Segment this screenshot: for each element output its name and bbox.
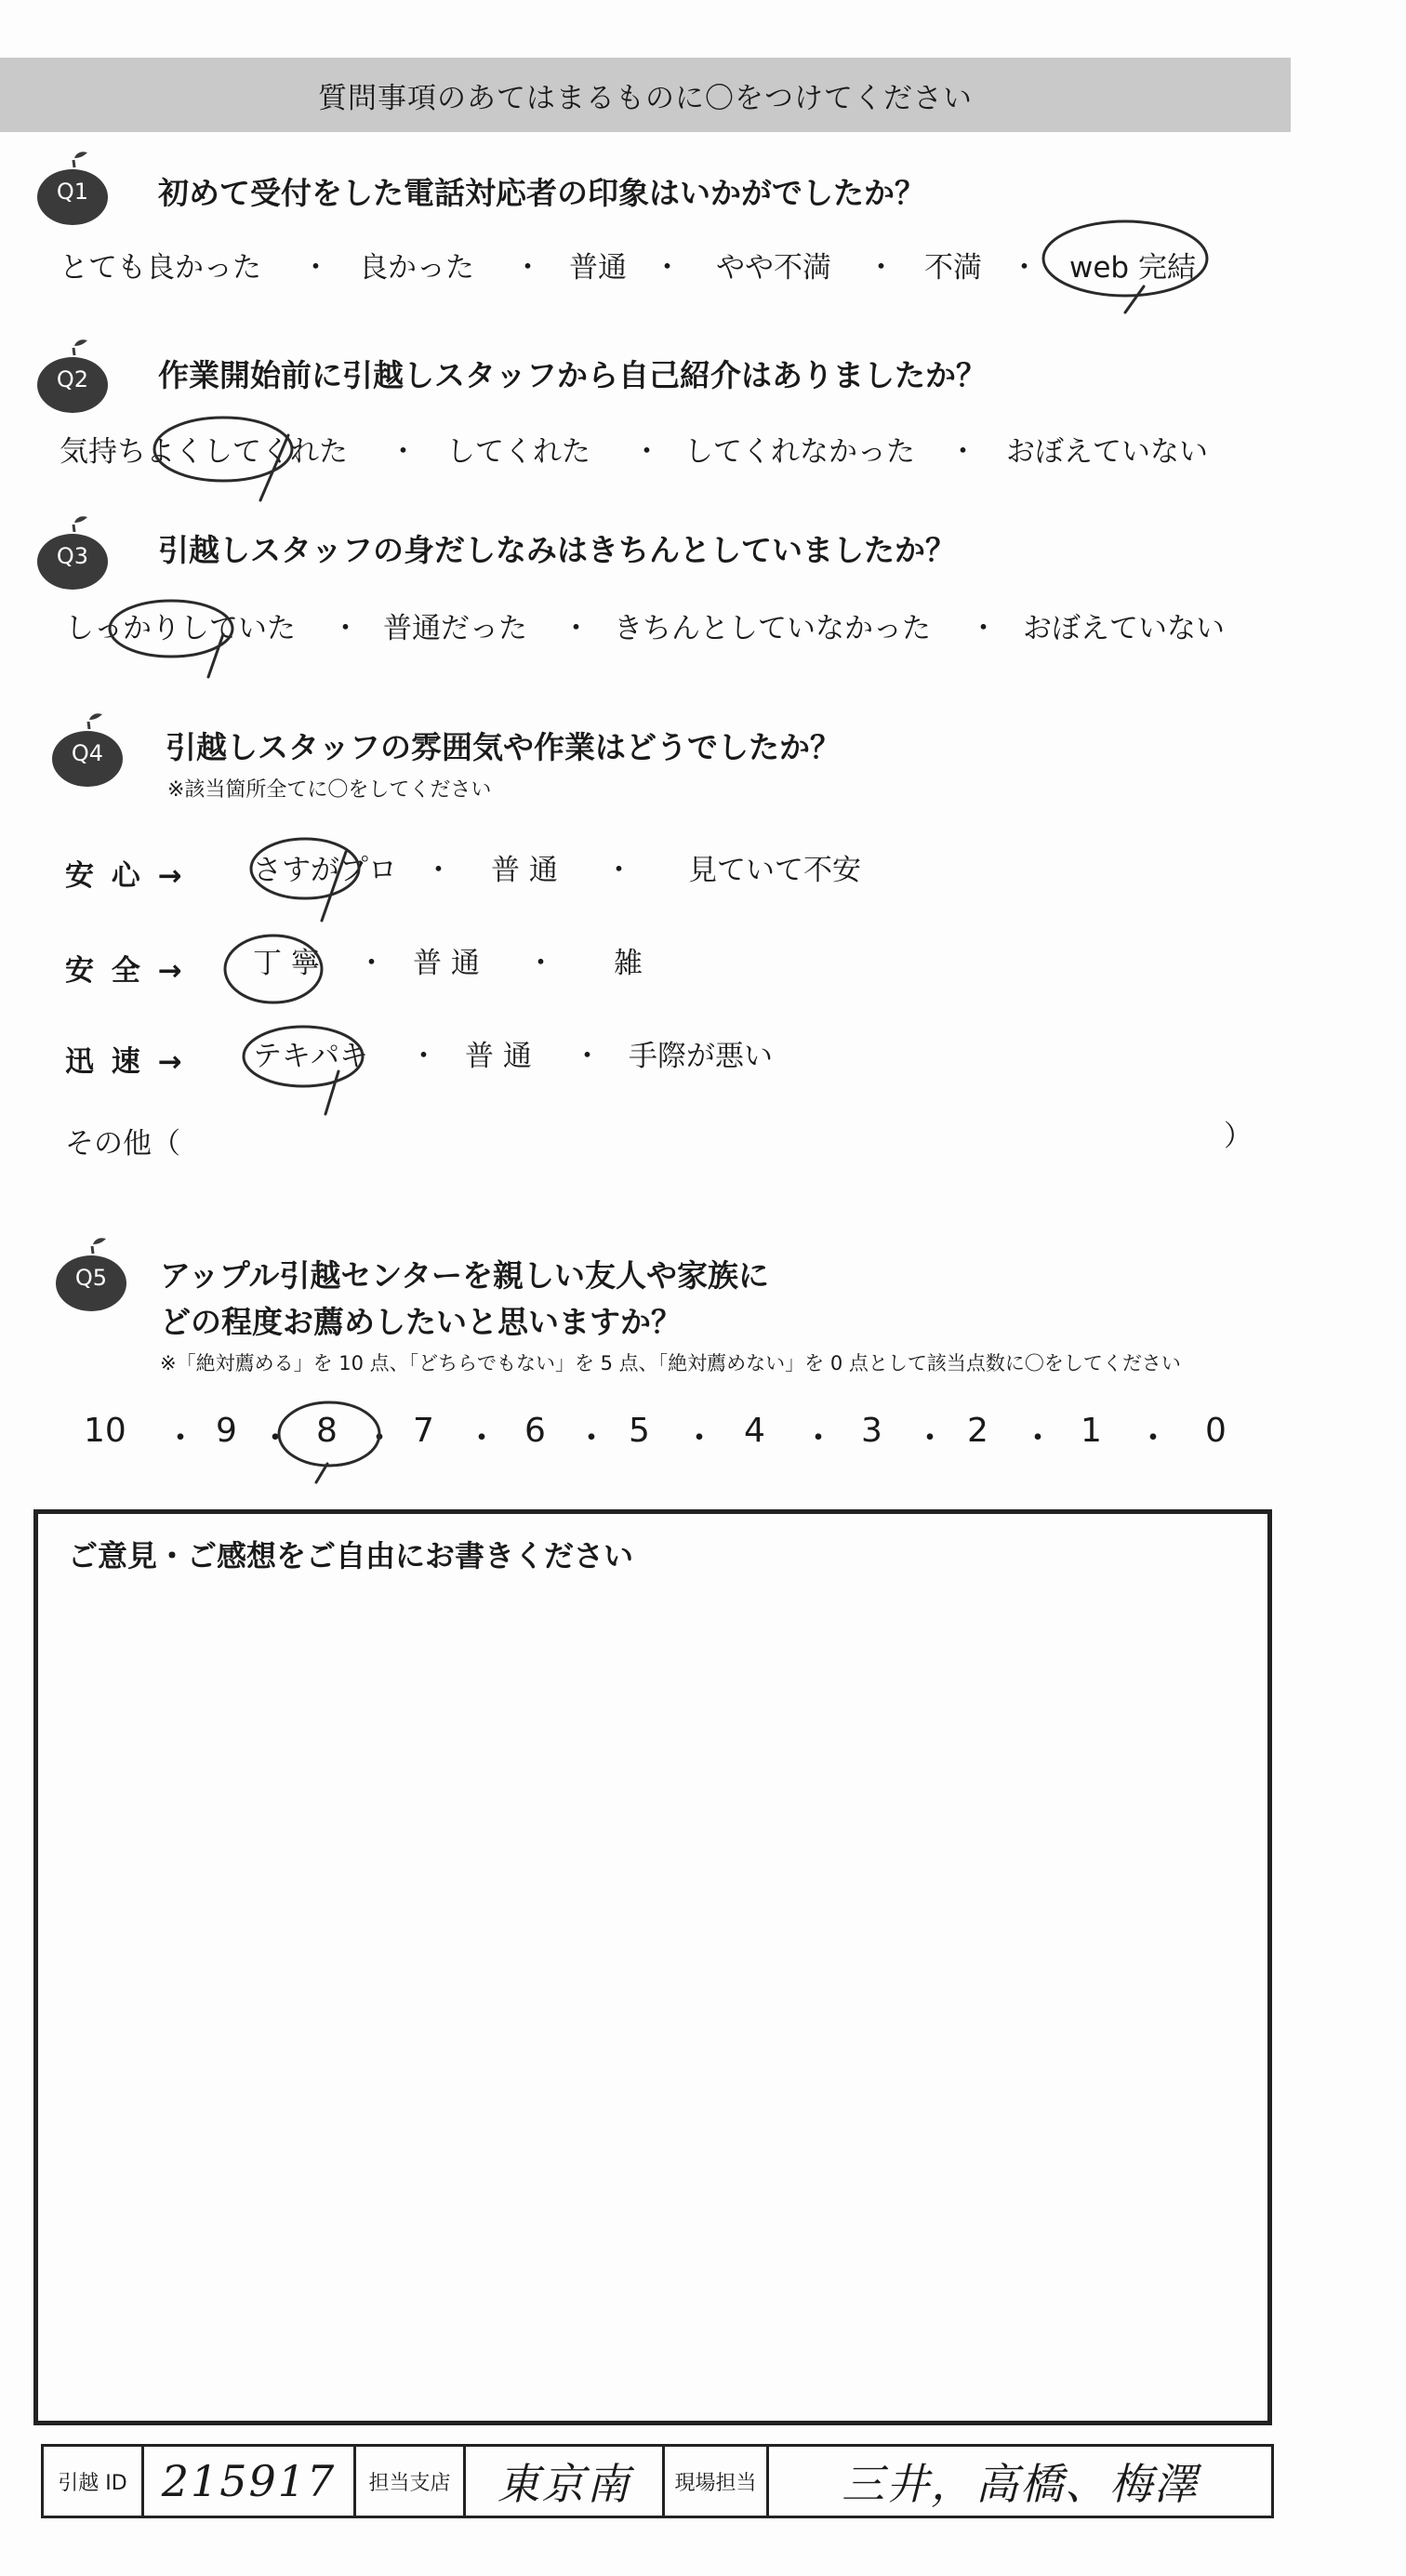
q4-speed-option-2[interactable]: 普 通 (465, 1040, 532, 1073)
separator: ・ (969, 612, 998, 645)
q4-row-safety (0, 939, 1302, 986)
q3-option-1[interactable]: しっかりしていた (65, 612, 296, 645)
q4-other-label: その他（ (65, 1127, 180, 1161)
separator: ・ (363, 1419, 397, 1457)
q5-title-line1: アップル引越センターを親しい友人や家族に (160, 1257, 770, 1294)
q4-safety-option-1[interactable]: 丁 寧 (253, 947, 320, 980)
comments-title: ご意見・ご感想をご自由にお書きください (68, 1538, 634, 1573)
comments-box[interactable] (33, 1509, 1272, 2425)
q1-title: 初めて受付をした電話対応者の印象はいかがでしたか？ (158, 175, 925, 211)
separator: ・ (357, 947, 386, 980)
q1-option-2[interactable]: 良かった (359, 251, 474, 285)
score-9[interactable]: 9 (216, 1412, 237, 1450)
q2-selection-mark (149, 407, 307, 510)
q2-option-3[interactable]: してくれなかった (684, 435, 915, 469)
score-2[interactable]: 2 (967, 1412, 988, 1450)
separator: ・ (948, 435, 977, 469)
separator: ・ (164, 1419, 198, 1457)
q4-title: 引越しスタッフの雰囲気や作業はどうでしたか？ (166, 729, 841, 765)
q2-option-1[interactable]: 気持ちよくしてくれた (60, 435, 348, 469)
separator: ・ (409, 1040, 438, 1073)
q3-option-2[interactable]: 普通だった (383, 612, 527, 645)
move-id-value-cell[interactable] (144, 2447, 356, 2516)
score-0[interactable]: 0 (1205, 1412, 1227, 1450)
q4-safety-option-2[interactable]: 普 通 (413, 947, 480, 980)
score-5[interactable]: 5 (629, 1412, 650, 1450)
branch-label-cell (356, 2447, 466, 2516)
separator: ・ (632, 435, 661, 469)
q1-badge-label: Q1 (56, 179, 89, 205)
q5-badge (52, 1235, 130, 1317)
q2-badge (33, 337, 112, 418)
q5-selection-mark (272, 1391, 383, 1484)
q4-relief-option-1[interactable]: さすがプロ (253, 854, 397, 887)
q2-badge-label: Q2 (56, 366, 89, 392)
score-6[interactable]: 6 (524, 1412, 546, 1450)
separator: ・ (389, 435, 418, 469)
move-id-value[interactable]: 215917 (161, 2456, 337, 2506)
q4-other-close: ） (1224, 1120, 1253, 1153)
staff-label-cell (665, 2447, 769, 2516)
q1-option-6[interactable]: web 完結 (1069, 251, 1196, 285)
q3-selection-mark (104, 591, 244, 684)
q1-option-5[interactable]: 不満 (924, 251, 982, 285)
q3-badge-label: Q3 (56, 543, 89, 569)
separator: ・ (465, 1419, 499, 1457)
q4-relief-selection-mark (244, 828, 374, 930)
q4-relief-option-2[interactable]: 普 通 (491, 854, 558, 887)
q2-option-2[interactable]: してくれた (446, 435, 590, 469)
staff-value-cell[interactable] (769, 2447, 1271, 2516)
q1-option-1[interactable]: とても良かった (60, 251, 261, 285)
section-banner (0, 58, 1291, 132)
separator: ・ (575, 1419, 609, 1457)
score-10[interactable]: 10 (84, 1412, 126, 1450)
footer-table (41, 2444, 1274, 2518)
branch-value-cell[interactable] (466, 2447, 665, 2516)
q1-option-3[interactable]: 普通 (569, 251, 627, 285)
score-8[interactable]: 8 (316, 1412, 338, 1450)
separator: ・ (1010, 251, 1039, 285)
separator: ・ (259, 1419, 293, 1457)
branch-label: 担当支店 (368, 2471, 451, 2495)
separator: ・ (683, 1419, 717, 1457)
q5-title-line2: どの程度お薦めしたいと思いますか？ (160, 1304, 682, 1340)
q4-row-label-safety: 安 全 → (65, 954, 186, 988)
q5-note: ※「絶対薦める」を 10 点、「どちらでもない」を 5 点、「絶対薦めない」を 0 点として該当点数に〇をしてください (160, 1352, 1181, 1374)
separator: ・ (802, 1419, 836, 1457)
separator: ・ (913, 1419, 948, 1457)
separator: ・ (562, 612, 590, 645)
q4-safety-selection-mark (216, 926, 337, 1019)
q4-safety-option-3[interactable]: 雑 (614, 947, 643, 980)
q1-selection-mark (1032, 203, 1209, 314)
score-4[interactable]: 4 (744, 1412, 765, 1450)
score-3[interactable]: 3 (861, 1412, 882, 1450)
banner-text: 質問事項のあてはまるものに〇をつけてください (318, 81, 973, 115)
q4-speed-option-3[interactable]: 手際が悪い (629, 1040, 773, 1073)
separator: ・ (573, 1040, 602, 1073)
q4-row-label-relief: 安 心 → (65, 859, 186, 893)
q2-option-4[interactable]: おぼえていない (1006, 435, 1208, 469)
q4-speed-option-1[interactable]: テキパキ (253, 1040, 368, 1073)
q3-title: 引越しスタッフの身だしなみはきちんとしていましたか？ (158, 532, 956, 568)
q4-row-relief (0, 846, 1302, 893)
separator: ・ (331, 612, 360, 645)
q4-badge (48, 710, 126, 792)
q4-relief-option-3[interactable]: 見ていて不安 (688, 854, 861, 887)
separator: ・ (1021, 1419, 1055, 1457)
staff-value[interactable]: 三井，高橋、梅澤 (842, 2459, 1199, 2509)
q4-badge-label: Q4 (71, 740, 104, 766)
q2-title: 作業開始前に引越しスタッフから自己紹介はありましたか？ (158, 357, 987, 393)
q5-badge-label: Q5 (74, 1265, 108, 1291)
branch-value[interactable]: 東京南 (497, 2459, 631, 2509)
q4-speed-selection-mark (236, 1016, 376, 1118)
staff-label: 現場担当 (674, 2471, 757, 2495)
separator: ・ (424, 854, 453, 887)
move-id-label-cell (44, 2447, 144, 2516)
q5-score-row (0, 1412, 1302, 1467)
separator: ・ (867, 251, 895, 285)
separator: ・ (604, 854, 633, 887)
separator: ・ (301, 251, 330, 285)
separator: ・ (513, 251, 542, 285)
score-1[interactable]: 1 (1081, 1412, 1102, 1450)
q1-option-4[interactable]: やや不満 (716, 251, 831, 285)
q4-row-speed (0, 1032, 1302, 1079)
score-7[interactable]: 7 (413, 1412, 434, 1450)
separator: ・ (526, 947, 555, 980)
separator: ・ (653, 251, 682, 285)
q4-note: ※該当箇所全てに〇をしてください (167, 778, 492, 802)
q3-option-3[interactable]: きちんとしていなかった (614, 612, 931, 645)
q3-badge (33, 513, 112, 595)
q3-option-4[interactable]: おぼえていない (1023, 612, 1225, 645)
q4-row-label-speed: 迅 速 → (65, 1045, 186, 1079)
q1-badge (33, 149, 112, 231)
separator: ・ (1136, 1419, 1171, 1457)
move-id-label: 引越 ID (58, 2471, 127, 2495)
